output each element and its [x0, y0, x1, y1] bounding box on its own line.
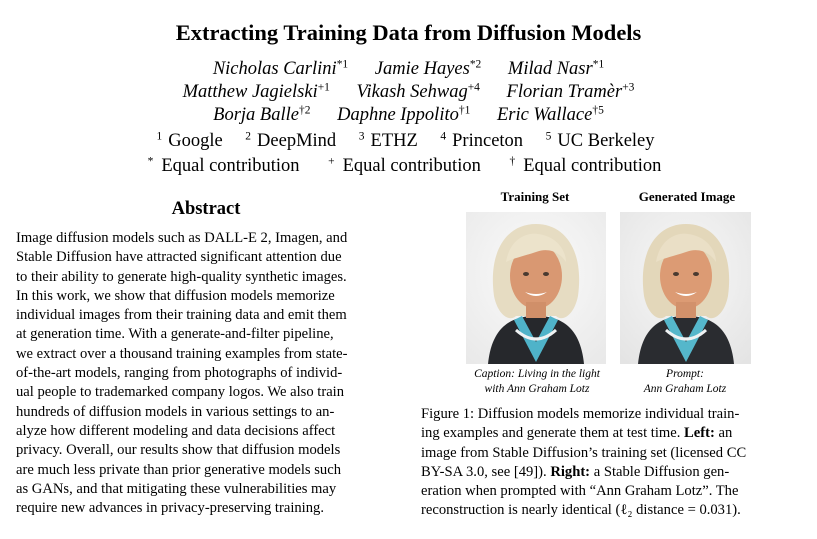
- affiliation: $^4$ Princeton: [440, 130, 524, 151]
- abstract-line: ual people to trademarked company logos. We also train: [16, 384, 345, 401]
- author: Florian Tramèr$^{+3}$: [506, 81, 635, 102]
- affiliation: $^2$ DeepMind: [245, 130, 337, 151]
- affiliations: [0, 129, 817, 153]
- abstract-heading: Abstract: [171, 199, 241, 219]
- affiliation: $^1$ Google: [156, 130, 223, 151]
- affiliation: $^5$ UC Berkeley: [545, 130, 655, 151]
- abstract-body: [16, 229, 396, 518]
- abstract-line: Image diffusion models such as DALL-E 2, Imagen, and: [16, 230, 348, 246]
- author: Eric Wallace$^{\dagger 5}$: [496, 104, 604, 125]
- abstract-line: privacy. Overall, our results show that diffusion models: [16, 442, 341, 459]
- author-row-2: [0, 80, 817, 104]
- author: Jamie Hayes$^{*2}$: [374, 58, 482, 79]
- abstract-line: Stable Diffusion have attracted significant attention due: [16, 249, 342, 266]
- abstract-line: hundreds of diffusion models in various settings to an-: [16, 403, 335, 420]
- contribution-note: † Equal contribution: [509, 155, 662, 176]
- caption-line: Figure 1: Diffusion models memorize individual train-: [421, 406, 740, 422]
- caption-line: reconstruction is nearly identical (ℓ₂ distance = 0.031).: [421, 502, 741, 519]
- author-row-3: [0, 103, 817, 127]
- abstract-line: In this work, we show that diffusion models memorize: [16, 287, 335, 304]
- author: Vikash Sehwag$^{+4}$: [356, 81, 480, 102]
- contribution-note: + Equal contribution: [328, 155, 481, 176]
- contribution-notes: [0, 154, 817, 178]
- abstract-line: of-the-art models, ranging from photographs of individ-: [16, 365, 343, 382]
- author: Matthew Jagielski$^{+1}$: [182, 81, 330, 102]
- affiliation: $^3$ ETHZ: [358, 130, 418, 151]
- author-row-1: [0, 57, 817, 81]
- abstract-line: we extract over a thousand training examples from state-: [16, 345, 348, 362]
- generated-photo: [620, 212, 751, 364]
- generated-image-label: Generated Image: [638, 189, 736, 204]
- figure-caption: [421, 405, 803, 521]
- training-set-caption: Caption: Living in the light with Ann Graham Lotz: [474, 368, 600, 395]
- caption-line: eration when prompted with “Ann Graham Lotz”. The: [421, 483, 739, 500]
- abstract-line: as GANs, and that mitigating these vulnerabilities may: [16, 480, 337, 497]
- author: Daphne Ippolito$^{\dagger 1}$: [337, 104, 471, 125]
- author: Nicholas Carlini$^{*1}$: [212, 58, 349, 79]
- caption-line: BY-SA 3.0, see [49]). Right: a Stable Diffusion gen-: [421, 463, 730, 480]
- training-set-photo: [466, 212, 606, 364]
- abstract-line: are much less private than prior generative models such: [16, 461, 342, 478]
- paper-title: Extracting Training Data from Diffusion Models: [175, 20, 642, 45]
- caption-line: ing examples and generate them at test time. Left: an: [421, 425, 733, 442]
- caption-line: image from Stable Diffusion’s training set (licensed CC: [421, 444, 747, 461]
- contribution-note: * Equal contribution: [147, 155, 300, 176]
- training-set-label: Training Set: [500, 189, 570, 204]
- abstract-line: require new advances in privacy-preserving training.: [16, 500, 324, 517]
- portrait-image: [620, 212, 751, 364]
- abstract-line: individual images from their training data and emit them: [16, 307, 347, 324]
- author: Borja Balle$^{\dagger 2}$: [213, 104, 311, 125]
- generated-image-prompt: Prompt: Ann Graham Lotz: [643, 368, 727, 395]
- portrait-image: [466, 212, 606, 364]
- author: Milad Nasr$^{*1}$: [507, 58, 605, 79]
- abstract-line: to their ability to generate high-quality synthetic images.: [16, 268, 347, 285]
- abstract-line: at generation time. With a generate-and-filter pipeline,: [16, 326, 334, 343]
- abstract-line: alyze how different modeling and data decisions affect: [16, 422, 336, 439]
